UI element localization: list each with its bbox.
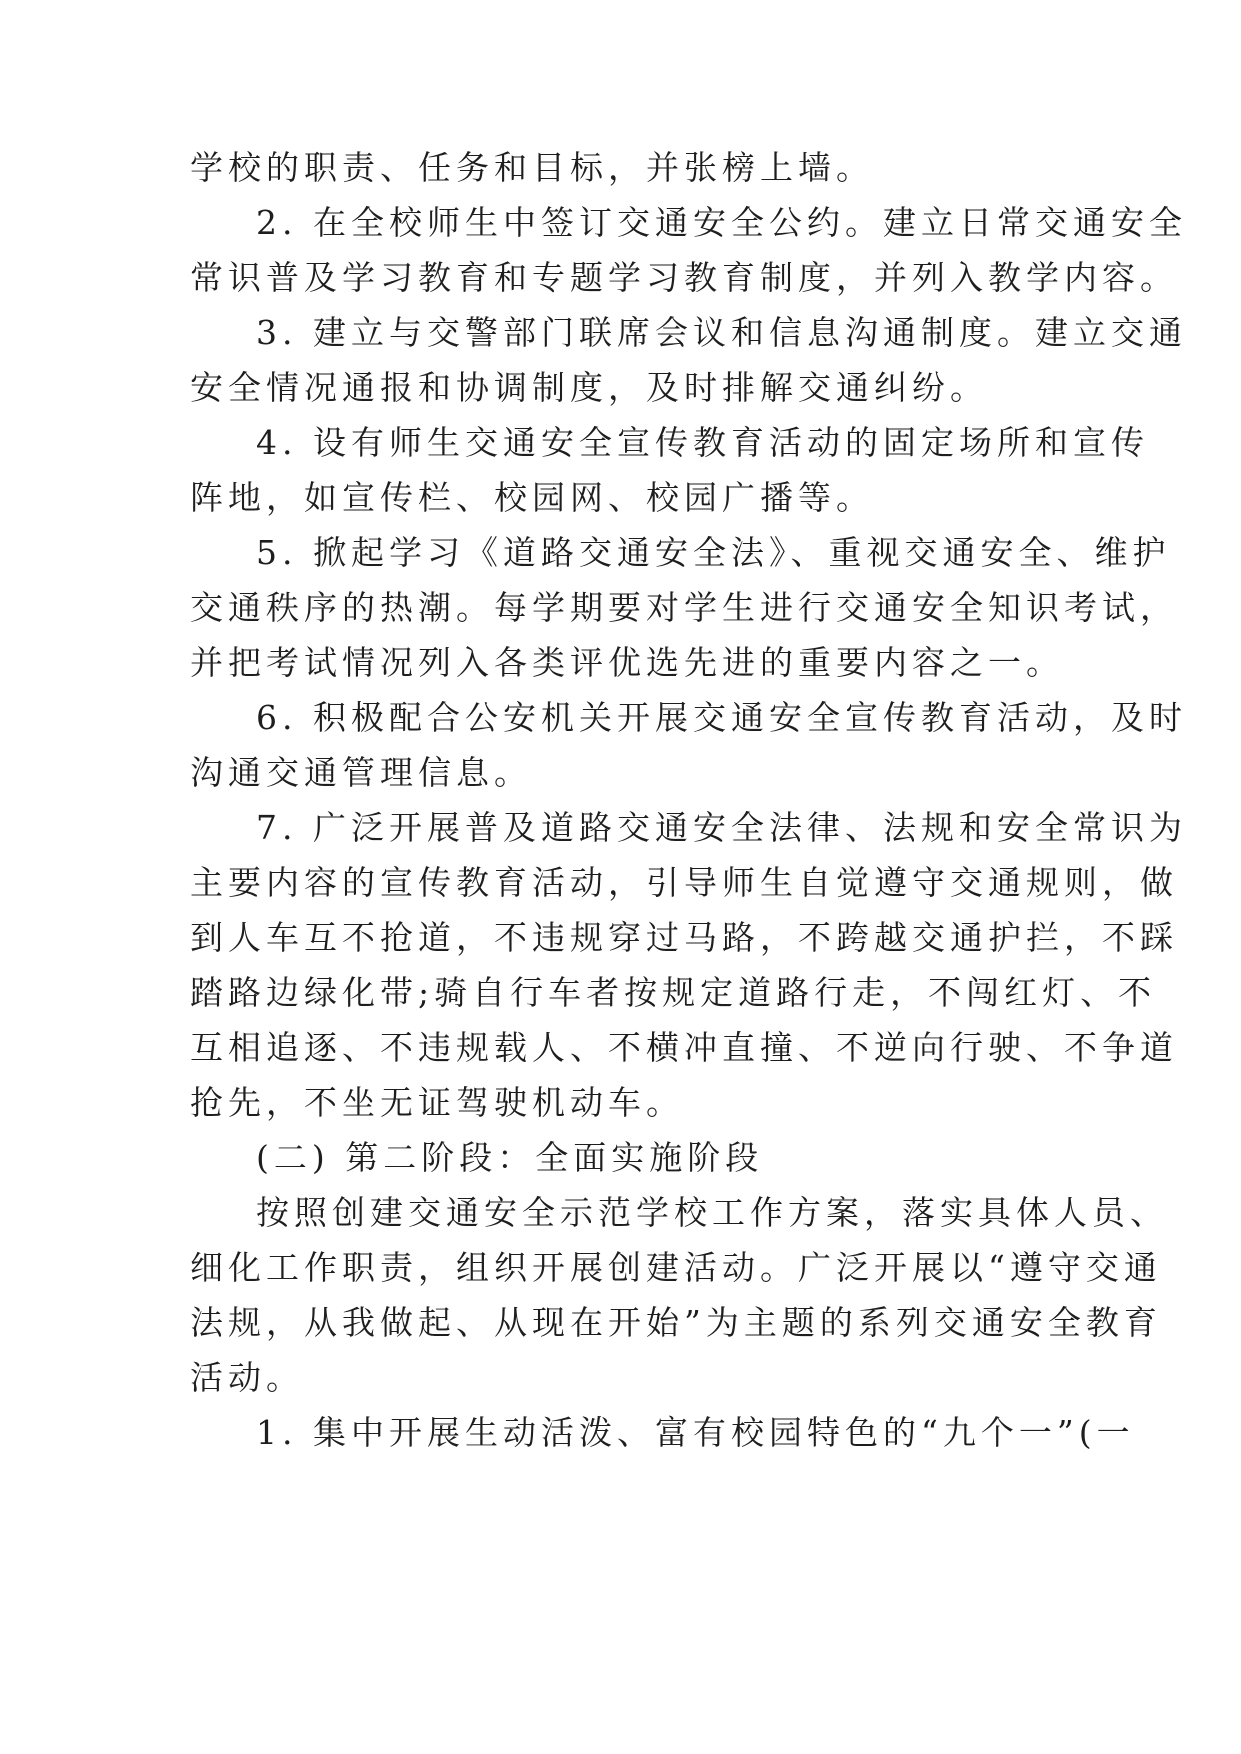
text-line: 细化工作职责，组织开展创建活动。广泛开展以“遵守交通 [190, 1248, 1162, 1287]
text-line: 4. 设有师生交通安全宣传教育活动的固定场所和宣传 [256, 423, 1149, 462]
text-line: 活动。 [190, 1358, 304, 1397]
text-line: 沟通交通管理信息。 [190, 753, 532, 792]
text-line: 2. 在全校师生中签订交通安全公约。建立日常交通安全 [256, 203, 1187, 242]
text-line: 6. 积极配合公安机关开展交通安全宣传教育活动，及时 [256, 698, 1187, 737]
text-line: 并把考试情况列入各类评优选先进的重要内容之一。 [190, 643, 1064, 682]
text-line: 学校的职责、任务和目标，并张榜上墙。 [190, 148, 874, 187]
text-line: 法规，从我做起、从现在开始”为主题的系列交通安全教育 [190, 1303, 1162, 1342]
text-line: 安全情况通报和协调制度，及时排解交通纠纷。 [190, 368, 988, 407]
text-line: 常识普及学习教育和专题学习教育制度，并列入教学内容。 [190, 258, 1178, 297]
text-line: 主要内容的宣传教育活动，引导师生自觉遵守交通规则，做 [190, 863, 1178, 902]
section-heading: (二) 第二阶段：全面实施阶段 [256, 1138, 764, 1177]
text-line: 抢先，不坐无证驾驶机动车。 [190, 1083, 684, 1122]
text-line: 5. 掀起学习《道路交通安全法》、重视交通安全、维护 [256, 533, 1171, 572]
text-line: 7. 广泛开展普及道路交通安全法律、法规和安全常识为 [256, 808, 1187, 847]
text-line: 阵地，如宣传栏、校园网、校园广播等。 [190, 478, 874, 517]
text-line: 互相追逐、不违规载人、不横冲直撞、不逆向行驶、不争道 [190, 1028, 1178, 1067]
text-line: 3. 建立与交警部门联席会议和信息沟通制度。建立交通 [256, 313, 1187, 352]
text-line: 1. 集中开展生动活泼、富有校园特色的“九个一”(一 [256, 1413, 1135, 1452]
text-line: 到人车互不抢道，不违规穿过马路，不跨越交通护拦，不踩 [190, 918, 1178, 957]
text-line: 交通秩序的热潮。每学期要对学生进行交通安全知识考试， [190, 588, 1178, 627]
text-line: 踏路边绿化带;骑自行车者按规定道路行走，不闯红灯、不 [190, 973, 1157, 1012]
text-line: 按照创建交通安全示范学校工作方案，落实具体人员、 [256, 1193, 1168, 1232]
